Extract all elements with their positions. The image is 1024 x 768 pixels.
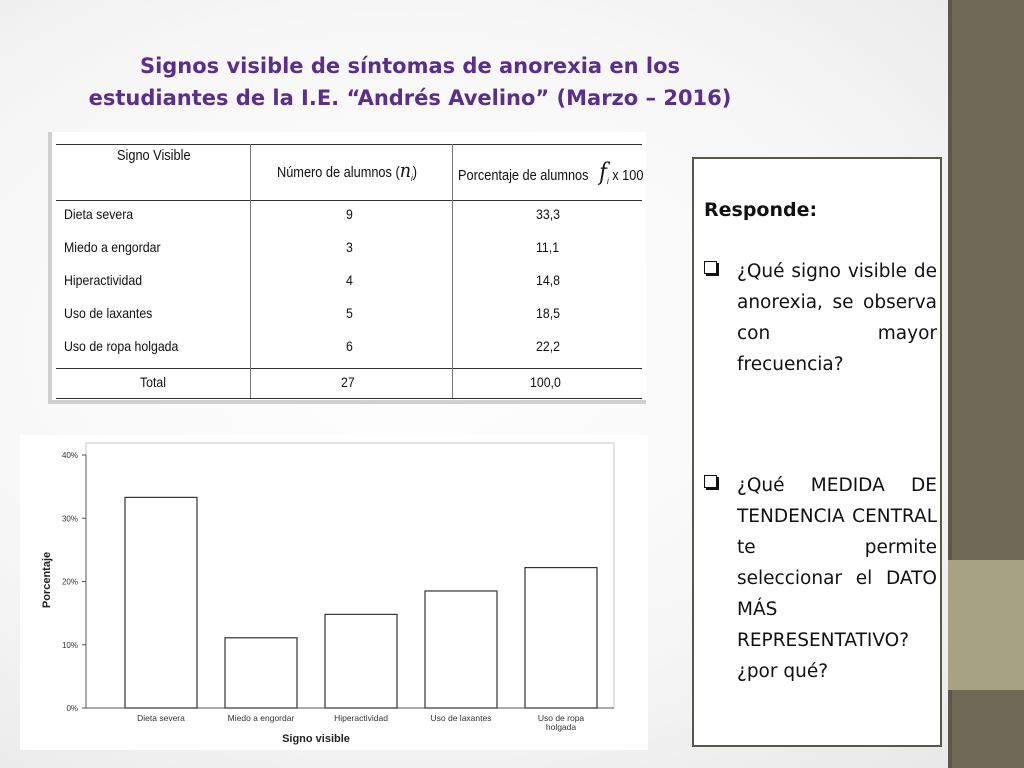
table-row-1-signo: Dieta severa <box>64 206 134 222</box>
header-f-subscript: i <box>606 175 609 186</box>
checkbox-bullet-icon <box>704 475 717 488</box>
header-porcentaje-alumnos <box>458 158 643 186</box>
table-row-1-pct: 33,3 <box>536 206 560 222</box>
header-f-symbol: f <box>599 158 607 186</box>
table-divider-1 <box>250 144 251 398</box>
y-tick-label: 20% <box>61 577 78 587</box>
y-tick-label: 10% <box>61 640 78 650</box>
frequency-table <box>52 132 646 400</box>
table-row-3-pct: 14,8 <box>536 272 560 288</box>
table-row-5-pct: 22,2 <box>536 338 560 354</box>
question-1-text: ¿Qué signo visible de anorexia, se observa con mayor frecuencia? <box>737 261 937 375</box>
side-decoration-highlight <box>948 560 1024 690</box>
questions-panel <box>692 157 942 747</box>
header-signo-visible: Signo Visible <box>117 148 191 164</box>
table-row-1-n: 9 <box>346 206 353 222</box>
bar-5 <box>525 568 597 708</box>
table-row-5-signo: Uso de ropa holgada <box>64 338 179 354</box>
table-row-2-signo: Miedo a engordar <box>64 239 161 255</box>
table-rule-header <box>56 200 642 201</box>
table-rule-total <box>56 368 642 369</box>
x-axis-label: Signo visible <box>282 733 350 745</box>
checkbox-bullet-icon <box>704 261 717 274</box>
questions-heading: Responde: <box>704 199 818 221</box>
table-row-2-n: 3 <box>346 239 353 255</box>
x-tick-label: holgada <box>545 722 577 732</box>
table-total-label: Total <box>140 374 167 390</box>
bar-chart <box>20 435 648 750</box>
table-total-n: 27 <box>341 374 355 390</box>
table-rule-top <box>56 144 642 145</box>
table-total-pct: 100,0 <box>530 374 561 390</box>
header-numero-alumnos <box>277 158 417 183</box>
bar-3 <box>325 614 397 708</box>
table-row-2-pct: 11,1 <box>536 239 560 255</box>
frequency-table-image <box>48 132 646 404</box>
header-numero-alumnos-text: Número de alumnos ( <box>277 165 400 181</box>
x-tick-label: Uso de ropa <box>537 713 585 723</box>
header-numero-alumnos-close: ) <box>412 165 418 181</box>
y-axis-label: Porcentaje <box>41 551 53 609</box>
slide-title-line-2: estudiantes de la I.E. “Andrés Avelino” (Marzo – 2016) <box>88 86 732 110</box>
bar-2 <box>225 638 297 708</box>
table-row-4-pct: 18,5 <box>536 305 560 321</box>
bar-4 <box>425 591 497 708</box>
table-row-5-n: 6 <box>346 338 353 354</box>
y-tick-label: 0% <box>66 704 78 713</box>
table-row-3-n: 4 <box>346 272 353 288</box>
x-tick-label: Hiperactividad <box>334 713 388 723</box>
x-tick-label: Dieta severa <box>137 713 185 723</box>
header-times-100: x 100 <box>612 168 644 184</box>
chart-bars <box>125 497 597 708</box>
header-n-symbol: n <box>399 158 412 182</box>
table-divider-2 <box>452 144 453 398</box>
x-axis-ticks <box>137 713 584 732</box>
table-rule-bottom <box>56 398 642 399</box>
table-row-3-signo: Hiperactividad <box>64 272 143 288</box>
y-axis-ticks <box>62 451 86 713</box>
y-tick-label: 30% <box>61 514 78 524</box>
bar-1 <box>125 497 197 708</box>
x-tick-label: Miedo a engordar <box>227 713 295 723</box>
question-2-text: ¿Qué MEDIDA DE TENDENCIA CENTRAL te permite seleccionar el DATO MÁS REPRESENTATIVO? ¿por qué? <box>737 475 937 682</box>
slide-title <box>40 50 780 114</box>
bar-chart-image <box>20 435 648 750</box>
table-row-4-signo: Uso de laxantes <box>64 305 153 321</box>
table-row-4-n: 5 <box>346 305 353 321</box>
y-tick-label: 40% <box>61 451 78 460</box>
slide-title-line-1: Signos visible de síntomas de anorexia en los <box>139 54 681 78</box>
x-tick-label: Uso de laxantes <box>430 713 492 723</box>
header-n-subscript: i <box>411 172 413 183</box>
header-porcentaje-text: Porcentaje de alumnos <box>458 168 589 184</box>
